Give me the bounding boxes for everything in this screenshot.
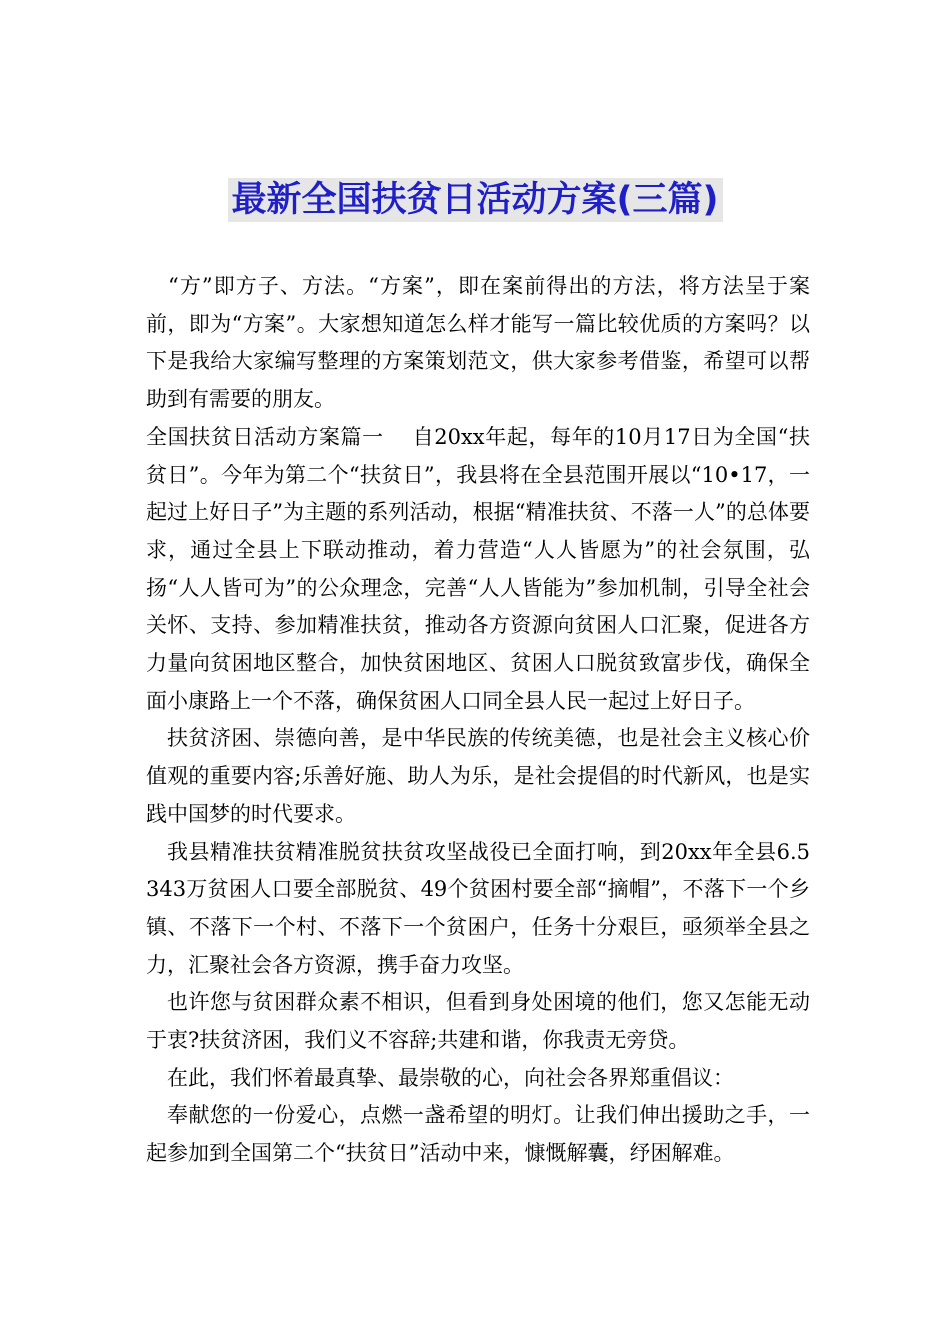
paragraph-empathy: 也许您与贫困群众素不相识，但看到身处困境的他们，您又怎能无动于衷?扶贫济困，我们义不容辞;共建和谐，你我责无旁贷。 <box>146 990 810 1053</box>
paragraph-battle: 我县精准扶贫精准脱贫扶贫攻坚战役已全面打响，到20xx年全县6.5343万贫困人口要全部脱贫、49个贫困村要全部“摘帽”，不落下一个乡镇、不落下一个村、不落下一个贫困户，任务十分艰巨，亟须举全县之力，汇聚社会各方资源，携手奋力攻坚。 <box>146 839 810 977</box>
title-container <box>0 178 950 222</box>
paragraph-proposal: 在此，我们怀着最真挚、最崇敬的心，向社会各界郑重倡议： <box>167 1065 734 1090</box>
paragraph-plan-one: 全国扶贫日活动方案篇一 自20xx年起，每年的10月17日为全国“扶贫日”。今年为第二个“扶贫日”，我县将在全县范围开展以“10•17，一起过上好日子”为主题的系列活动，根据“精准扶贫、不落一人”的总体要求，通过全县上下联动推动，着力营造“人人皆愿为”的社会氛围，弘扬“人人皆可为”的公众理念，完善“人人皆能为”参加机制，引导全社会关怀、支持、参加精准扶贫，推动各方资源向贫困人口汇聚，促进各方力量向贫困地区整合，加快贫困地区、贫困人口脱贫致富步伐，确保全面小康路上一个不落，确保贫困人口同全县人民一起过上好日子。 <box>146 424 810 713</box>
paragraph-virtue: 扶贫济困、崇德向善，是中华民族的传统美德，也是社会主义核心价值观的重要内容;乐善好施、助人为乐，是社会提倡的时代新风，也是实践中国梦的时代要求。 <box>146 726 810 826</box>
paragraph-intro: “方”即方子、方法。“方案”，即在案前得出的方法，将方法呈于案前，即为“方案”。大家想知道怎么样才能写一篇比较优质的方案吗？以下是我给大家编写整理的方案策划范文，供大家参考借鉴，希望可以帮助到有需要的朋友。 <box>146 274 810 412</box>
paragraph-appeal: 奉献您的一份爱心，点燃一盏希望的明灯。让我们伸出援助之手，一起参加到全国第二个“扶贫日”活动中来，慷慨解囊，纾困解难。 <box>146 1103 810 1166</box>
document-body <box>146 268 810 1173</box>
document-title: 最新全国扶贫日活动方案(三篇) <box>228 178 723 222</box>
